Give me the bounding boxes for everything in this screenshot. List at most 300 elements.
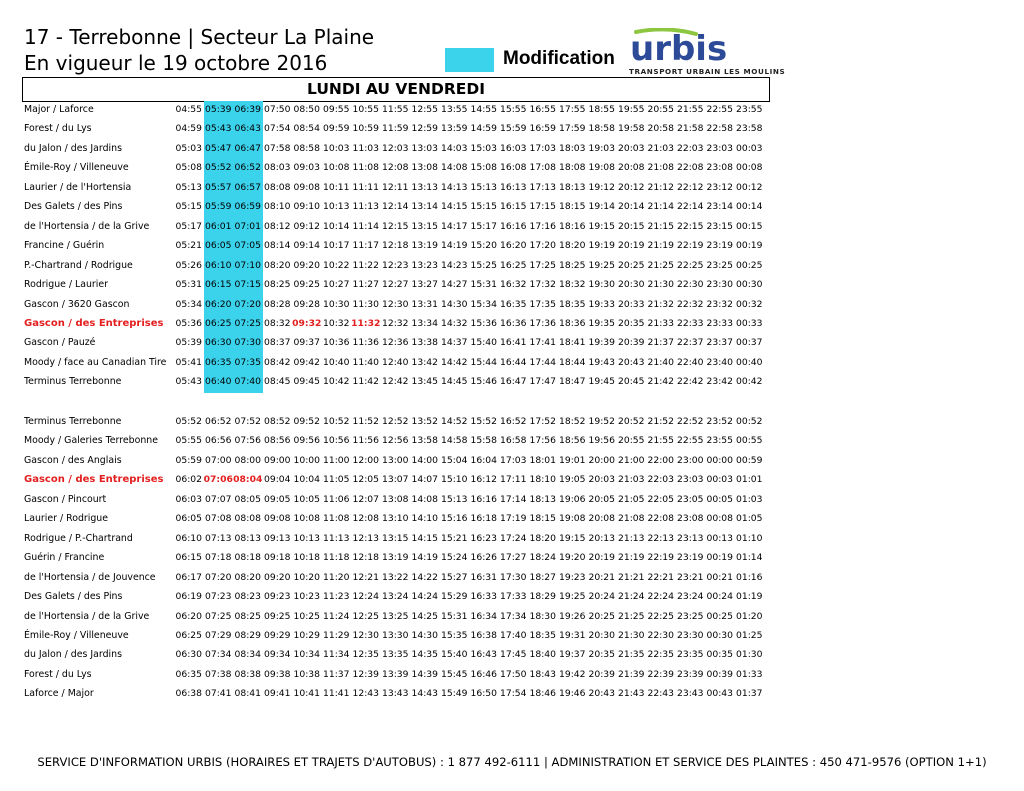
time-cell: 16:44: [500, 356, 527, 368]
time-cell: 12:55: [411, 104, 438, 115]
stop-name: de l'Hortensia / de la Grive: [24, 610, 150, 622]
time-cell: 22:30: [647, 629, 674, 641]
time-cell: 11:55: [382, 104, 409, 115]
time-cell: 18:15: [529, 513, 556, 525]
time-cell: 01:37: [736, 688, 763, 700]
time-cell: 11:13: [323, 532, 350, 544]
time-cell: 20:58: [647, 123, 674, 135]
time-cell: 16:26: [470, 552, 497, 564]
time-cell: 20:43: [588, 688, 615, 700]
time-cell: 19:12: [588, 181, 615, 193]
time-cell: 08:04: [233, 474, 263, 486]
time-cell: 08:29: [234, 629, 261, 641]
time-cell: 15:40: [470, 337, 497, 349]
time-cell: 16:04: [470, 454, 497, 466]
time-cell: 22:58: [706, 123, 733, 135]
time-cell: 09:28: [293, 298, 320, 310]
time-cell: 20:03: [588, 474, 615, 486]
time-cell: 16:16: [470, 493, 497, 505]
time-cell: 18:24: [529, 552, 556, 564]
time-cell: 00:08: [736, 162, 763, 174]
time-cell: 12:13: [352, 532, 379, 544]
time-cell: 06:43: [234, 123, 261, 135]
time-cell: 16:20: [500, 240, 527, 252]
time-cell: 21:43: [618, 688, 645, 700]
time-cell: 05:21: [175, 240, 202, 252]
time-cell: 21:21: [618, 571, 645, 583]
time-cell: 09:14: [293, 240, 320, 252]
time-cell: 00:12: [736, 181, 763, 193]
time-cell: 08:03: [264, 162, 291, 174]
time-cell: 14:08: [411, 493, 438, 505]
time-cell: 05:52: [175, 416, 202, 427]
time-cell: 13:00: [382, 454, 409, 466]
time-cell: 00:30: [706, 629, 733, 641]
time-cell: 22:03: [677, 142, 704, 154]
time-cell: 23:13: [677, 532, 704, 544]
time-cell: 22:40: [677, 356, 704, 368]
stop-name: Francine / Guérin: [24, 240, 105, 252]
time-cell: 17:25: [529, 259, 556, 271]
time-cell: 14:58: [441, 435, 468, 447]
time-cell: 13:08: [382, 493, 409, 505]
time-cell: 17:27: [500, 552, 527, 564]
time-cell: 21:40: [647, 356, 674, 368]
time-cell: 23:55: [706, 435, 733, 447]
time-cell: 13:58: [411, 435, 438, 447]
time-cell: 16:58: [500, 435, 527, 447]
time-cell: 16:38: [470, 629, 497, 641]
time-cell: 08:20: [264, 259, 291, 271]
time-cell: 06:03: [175, 493, 202, 505]
time-cell: 18:03: [559, 142, 586, 154]
stop-name: Forest / du Lys: [24, 668, 92, 680]
time-cell: 09:12: [293, 220, 320, 232]
time-cell: 11:29: [323, 629, 350, 641]
time-cell: 18:13: [559, 181, 586, 193]
time-cell: 23:52: [706, 416, 733, 427]
time-cell: 06:05: [175, 513, 202, 525]
time-cell: 19:45: [588, 376, 615, 388]
time-cell: 10:29: [293, 629, 320, 641]
time-cell: 22:13: [647, 532, 674, 544]
time-cell: 12:52: [382, 416, 409, 427]
time-cell: 16:43: [470, 649, 497, 661]
time-cell: 20:55: [647, 104, 674, 115]
time-cell: 13:45: [411, 376, 438, 388]
time-cell: 01:25: [736, 629, 763, 641]
time-cell: 09:08: [293, 181, 320, 193]
time-cell: 17:56: [529, 435, 556, 447]
time-cell: 15:45: [441, 668, 468, 680]
time-cell: 16:31: [470, 571, 497, 583]
time-cell: 16:15: [500, 201, 527, 213]
modification-swatch: [445, 48, 494, 72]
time-cell: 15:24: [441, 552, 468, 564]
time-cell: 05:08: [175, 162, 202, 174]
time-cell: 00:37: [736, 337, 763, 349]
time-cell: 10:41: [293, 688, 320, 700]
time-cell: 15:13: [470, 181, 497, 193]
time-cell: 15:58: [470, 435, 497, 447]
stop-name: Gascon / Pauzé: [24, 337, 96, 349]
time-cell: 00:32: [736, 298, 763, 310]
time-cell: 05:39: [175, 337, 202, 349]
time-cell: 17:52: [529, 416, 556, 427]
time-cell: 07:07: [205, 493, 232, 505]
time-cell: 20:13: [588, 532, 615, 544]
time-cell: 23:03: [677, 474, 704, 486]
time-cell: 22:19: [677, 240, 704, 252]
time-cell: 08:56: [264, 435, 291, 447]
time-cell: 22:05: [647, 493, 674, 505]
time-cell: 12:30: [352, 629, 379, 641]
time-cell: 21:03: [647, 142, 674, 154]
time-cell: 09:37: [293, 337, 320, 349]
time-cell: 18:13: [529, 493, 556, 505]
time-cell: 22:32: [677, 298, 704, 310]
time-cell: 11:37: [323, 668, 350, 680]
time-cell: 00:19: [736, 240, 763, 252]
time-cell: 13:43: [382, 688, 409, 700]
time-cell: 10:22: [323, 259, 350, 271]
time-cell: 19:35: [588, 317, 615, 329]
time-cell: 11:52: [352, 416, 379, 427]
time-cell: 14:22: [411, 571, 438, 583]
time-cell: 17:03: [529, 142, 556, 154]
time-cell: 23:37: [706, 337, 733, 349]
time-cell: 22:00: [647, 454, 674, 466]
time-cell: 00:03: [706, 474, 733, 486]
stop-name: Major / Laforce: [24, 104, 94, 115]
time-cell: 08:32: [264, 317, 291, 329]
time-cell: 17:47: [529, 376, 556, 388]
time-cell: 21:42: [647, 376, 674, 388]
time-cell: 16:33: [470, 591, 497, 603]
time-cell: 20:52: [618, 416, 645, 427]
stop-name: du Jalon / des Jardins: [24, 649, 122, 661]
time-cell: 11:13: [352, 201, 379, 213]
time-cell: 14:03: [441, 142, 468, 154]
time-cell: 06:05: [205, 240, 232, 252]
time-cell: 13:07: [382, 474, 409, 486]
time-cell: 16:35: [500, 298, 527, 310]
time-cell: 10:25: [293, 610, 320, 622]
time-cell: 19:39: [588, 337, 615, 349]
time-cell: 17:30: [500, 571, 527, 583]
time-cell: 21:25: [647, 259, 674, 271]
time-cell: 20:25: [588, 610, 615, 622]
time-cell: 09:59: [323, 123, 350, 135]
stop-name: Gascon / des Anglais: [24, 454, 122, 466]
time-cell: 21:15: [647, 220, 674, 232]
time-cell: 19:25: [588, 259, 615, 271]
time-cell: 08:50: [293, 104, 320, 115]
time-cell: 07:41: [205, 688, 232, 700]
time-cell: 13:23: [411, 259, 438, 271]
time-cell: 08:58: [293, 142, 320, 154]
stop-name: Rodrigue / Laurier: [24, 279, 109, 291]
time-cell: 07:35: [234, 356, 261, 368]
time-cell: 19:43: [588, 356, 615, 368]
time-cell: 20:14: [618, 201, 645, 213]
time-cell: 19:26: [559, 610, 586, 622]
time-cell: 07:58: [264, 142, 291, 154]
time-cell: 08:37: [264, 337, 291, 349]
time-cell: 23:08: [677, 513, 704, 525]
time-cell: 06:15: [175, 552, 202, 564]
time-cell: 18:27: [529, 571, 556, 583]
time-cell: 08:42: [264, 356, 291, 368]
time-cell: 10:08: [323, 162, 350, 174]
time-cell: 23:32: [706, 298, 733, 310]
time-cell: 22:25: [647, 610, 674, 622]
time-cell: 00:40: [736, 356, 763, 368]
time-cell: 05:43: [175, 376, 202, 388]
time-cell: 10:56: [323, 435, 350, 447]
time-cell: 10:30: [323, 298, 350, 310]
time-cell: 07:23: [205, 591, 232, 603]
time-cell: 16:32: [500, 279, 527, 291]
time-cell: 07:25: [205, 610, 232, 622]
time-cell: 15:03: [470, 142, 497, 154]
time-cell: 12:08: [352, 513, 379, 525]
time-cell: 14:08: [441, 162, 468, 174]
time-cell: 08:18: [234, 552, 261, 564]
time-cell: 05:59: [175, 454, 202, 466]
time-cell: 23:15: [706, 220, 733, 232]
time-cell: 12:43: [352, 688, 379, 700]
time-cell: 23:30: [677, 629, 704, 641]
time-cell: 23:08: [706, 162, 733, 174]
time-cell: 18:46: [529, 688, 556, 700]
time-cell: 13:15: [382, 532, 409, 544]
time-cell: 20:35: [588, 649, 615, 661]
time-cell: 09:08: [264, 513, 291, 525]
time-cell: 12:07: [352, 493, 379, 505]
time-cell: 15:20: [470, 240, 497, 252]
time-cell: 05:43: [205, 123, 232, 135]
time-cell: 16:52: [500, 416, 527, 427]
time-cell: 12:30: [382, 298, 409, 310]
time-cell: 23:55: [736, 104, 763, 115]
time-cell: 12:25: [352, 610, 379, 622]
time-cell: 15:08: [470, 162, 497, 174]
time-cell: 15:29: [441, 591, 468, 603]
time-cell: 21:25: [618, 610, 645, 622]
time-cell: 00:08: [706, 513, 733, 525]
time-cell: 22:15: [677, 220, 704, 232]
time-cell: 14:37: [441, 337, 468, 349]
time-cell: 08:28: [264, 298, 291, 310]
time-cell: 13:08: [411, 162, 438, 174]
time-cell: 11:11: [352, 181, 379, 193]
time-cell: 15:44: [470, 356, 497, 368]
time-cell: 23:58: [736, 123, 763, 135]
time-cell: 12:59: [411, 123, 438, 135]
time-cell: 11:23: [323, 591, 350, 603]
time-cell: 10:59: [352, 123, 379, 135]
time-cell: 16:18: [470, 513, 497, 525]
time-cell: 07:30: [234, 337, 261, 349]
time-cell: 15:34: [470, 298, 497, 310]
time-cell: 19:06: [559, 493, 586, 505]
time-cell: 18:29: [529, 591, 556, 603]
time-cell: 09:20: [293, 259, 320, 271]
time-cell: 14:32: [441, 317, 468, 329]
time-cell: 15:35: [441, 629, 468, 641]
time-cell: 14:13: [441, 181, 468, 193]
time-cell: 06:17: [175, 571, 202, 583]
time-cell: 19:52: [588, 416, 615, 427]
time-cell: 08:25: [234, 610, 261, 622]
time-cell: 22:08: [647, 513, 674, 525]
time-cell: 05:34: [175, 298, 202, 310]
logo-tagline: TRANSPORT URBAIN LES MOULINS: [629, 67, 786, 76]
time-cell: 05:57: [205, 181, 232, 193]
time-cell: 00:05: [706, 493, 733, 505]
time-cell: 08:23: [234, 591, 261, 603]
time-cell: 07:52: [234, 416, 261, 427]
time-cell: 13:25: [382, 610, 409, 622]
time-cell: 22:37: [677, 337, 704, 349]
stop-name: Des Galets / des Pins: [24, 591, 123, 603]
time-cell: 15:25: [470, 259, 497, 271]
time-cell: 06:59: [234, 201, 261, 213]
time-cell: 09:18: [264, 552, 291, 564]
time-cell: 17:16: [529, 220, 556, 232]
time-cell: 19:05: [559, 474, 586, 486]
time-cell: 23:00: [677, 454, 704, 466]
time-cell: 17:03: [500, 454, 527, 466]
time-cell: 08:54: [293, 123, 320, 135]
time-cell: 14:19: [441, 240, 468, 252]
time-cell: 12:18: [382, 240, 409, 252]
time-cell: 21:14: [647, 201, 674, 213]
time-cell: 17:35: [529, 298, 556, 310]
time-cell: 17:59: [559, 123, 586, 135]
time-cell: 17:08: [529, 162, 556, 174]
time-cell: 00:52: [736, 416, 763, 427]
time-cell: 21:35: [618, 649, 645, 661]
time-cell: 23:05: [677, 493, 704, 505]
time-cell: 16:41: [500, 337, 527, 349]
time-cell: 20:24: [588, 591, 615, 603]
time-cell: 17:34: [500, 610, 527, 622]
time-cell: 08:10: [264, 201, 291, 213]
stop-name: Laforce / Major: [24, 688, 94, 700]
time-cell: 10:18: [293, 552, 320, 564]
time-cell: 11:22: [352, 259, 379, 271]
stop-name: Terminus Terrebonne: [24, 376, 122, 388]
time-cell: 18:47: [559, 376, 586, 388]
time-cell: 18:41: [559, 337, 586, 349]
time-cell: 14:25: [411, 610, 438, 622]
time-cell: 22:19: [647, 552, 674, 564]
time-cell: 01:33: [736, 668, 763, 680]
time-cell: 08:08: [264, 181, 291, 193]
time-cell: 16:46: [470, 668, 497, 680]
time-cell: 15:17: [470, 220, 497, 232]
time-cell: 20:08: [618, 162, 645, 174]
time-cell: 17:45: [500, 649, 527, 661]
time-cell: 17:36: [529, 317, 556, 329]
time-cell: 12:03: [382, 142, 409, 154]
time-cell: 20:00: [588, 454, 615, 466]
time-cell: 05:17: [175, 220, 202, 232]
time-cell: 01:14: [736, 552, 763, 564]
time-cell: 10:32: [323, 317, 350, 329]
time-cell: 11:05: [323, 474, 350, 486]
time-cell: 07:10: [234, 259, 261, 271]
time-cell: 22:25: [677, 259, 704, 271]
time-cell: 11:20: [323, 571, 350, 583]
time-cell: 18:08: [559, 162, 586, 174]
time-cell: 00:42: [736, 376, 763, 388]
time-cell: 14:45: [441, 376, 468, 388]
time-cell: 23:24: [677, 591, 704, 603]
time-cell: 00:03: [736, 142, 763, 154]
time-cell: 06:30: [205, 337, 232, 349]
time-cell: 12:39: [352, 668, 379, 680]
time-cell: 17:24: [500, 532, 527, 544]
time-cell: 19:56: [588, 435, 615, 447]
time-cell: 20:30: [588, 629, 615, 641]
time-cell: 21:52: [647, 416, 674, 427]
time-cell: 14:00: [411, 454, 438, 466]
time-cell: 14:30: [441, 298, 468, 310]
time-cell: 05:03: [175, 142, 202, 154]
time-cell: 12:36: [382, 337, 409, 349]
time-cell: 21:55: [647, 435, 674, 447]
time-cell: 11:00: [323, 454, 350, 466]
time-cell: 10:00: [293, 454, 320, 466]
time-cell: 15:04: [441, 454, 468, 466]
time-cell: 18:52: [559, 416, 586, 427]
time-cell: 09:52: [293, 416, 320, 427]
time-cell: 06:56: [205, 435, 232, 447]
time-cell: 06:35: [175, 668, 202, 680]
time-cell: 14:19: [411, 552, 438, 564]
time-cell: 05:52: [205, 162, 232, 174]
time-cell: 08:34: [234, 649, 261, 661]
stop-name: Laurier / de l'Hortensia: [24, 181, 132, 193]
time-cell: 00:13: [706, 532, 733, 544]
time-cell: 05:59: [205, 201, 232, 213]
time-cell: 10:03: [323, 142, 350, 154]
time-cell: 00:35: [706, 649, 733, 661]
time-cell: 00:00: [706, 454, 733, 466]
time-cell: 19:55: [618, 104, 645, 115]
time-cell: 11:30: [352, 298, 379, 310]
time-cell: 05:55: [175, 435, 202, 447]
time-cell: 05:47: [205, 142, 232, 154]
time-cell: 07:34: [205, 649, 232, 661]
time-cell: 21:55: [677, 104, 704, 115]
time-cell: 23:19: [677, 552, 704, 564]
time-cell: 15:55: [500, 104, 527, 115]
time-cell: 06:47: [234, 142, 261, 154]
time-cell: 19:37: [559, 649, 586, 661]
time-cell: 10:14: [323, 220, 350, 232]
time-cell: 18:25: [559, 259, 586, 271]
time-cell: 16:03: [500, 142, 527, 154]
time-cell: 14:52: [441, 416, 468, 427]
time-cell: 18:32: [559, 279, 586, 291]
time-cell: 10:34: [293, 649, 320, 661]
time-cell: 09:04: [264, 474, 291, 486]
time-cell: 15:10: [441, 474, 468, 486]
